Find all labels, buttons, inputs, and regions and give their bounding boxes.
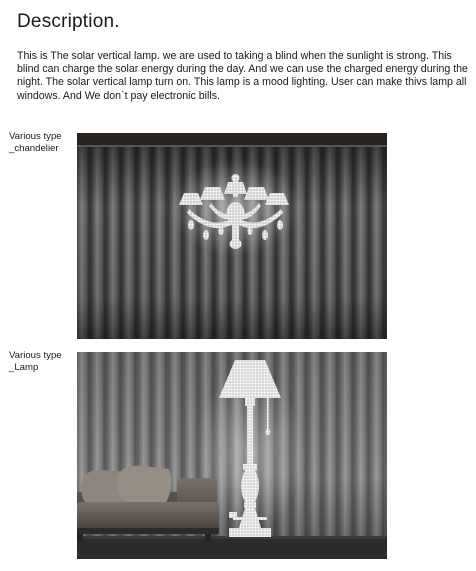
figure-caption-chandelier [9, 131, 62, 154]
page-title: Description. [17, 11, 120, 32]
chandelier-photo-illustration [77, 133, 387, 339]
lamp-photo [77, 352, 387, 559]
caption-line-1: Various type [9, 350, 62, 361]
caption-line-1: Various type [9, 131, 62, 142]
caption-line-2: _chandelier [9, 142, 59, 154]
chandelier-photo [77, 133, 387, 339]
lamp-photo-illustration [77, 352, 387, 559]
figure-caption-lamp [9, 350, 62, 373]
description-paragraph: This is The solar vertical lamp. we are used to taking a blind when the sunlight is strong. This blind can charge the solar energy during the day. And we can use the charged energy during the night. The solar vertical lamp turn on. This lamp is a mood lighting. User can make thivs lamp all windows. And We don`t pay electronic bills. [17, 50, 468, 102]
caption-line-2: _Lamp [9, 361, 39, 373]
